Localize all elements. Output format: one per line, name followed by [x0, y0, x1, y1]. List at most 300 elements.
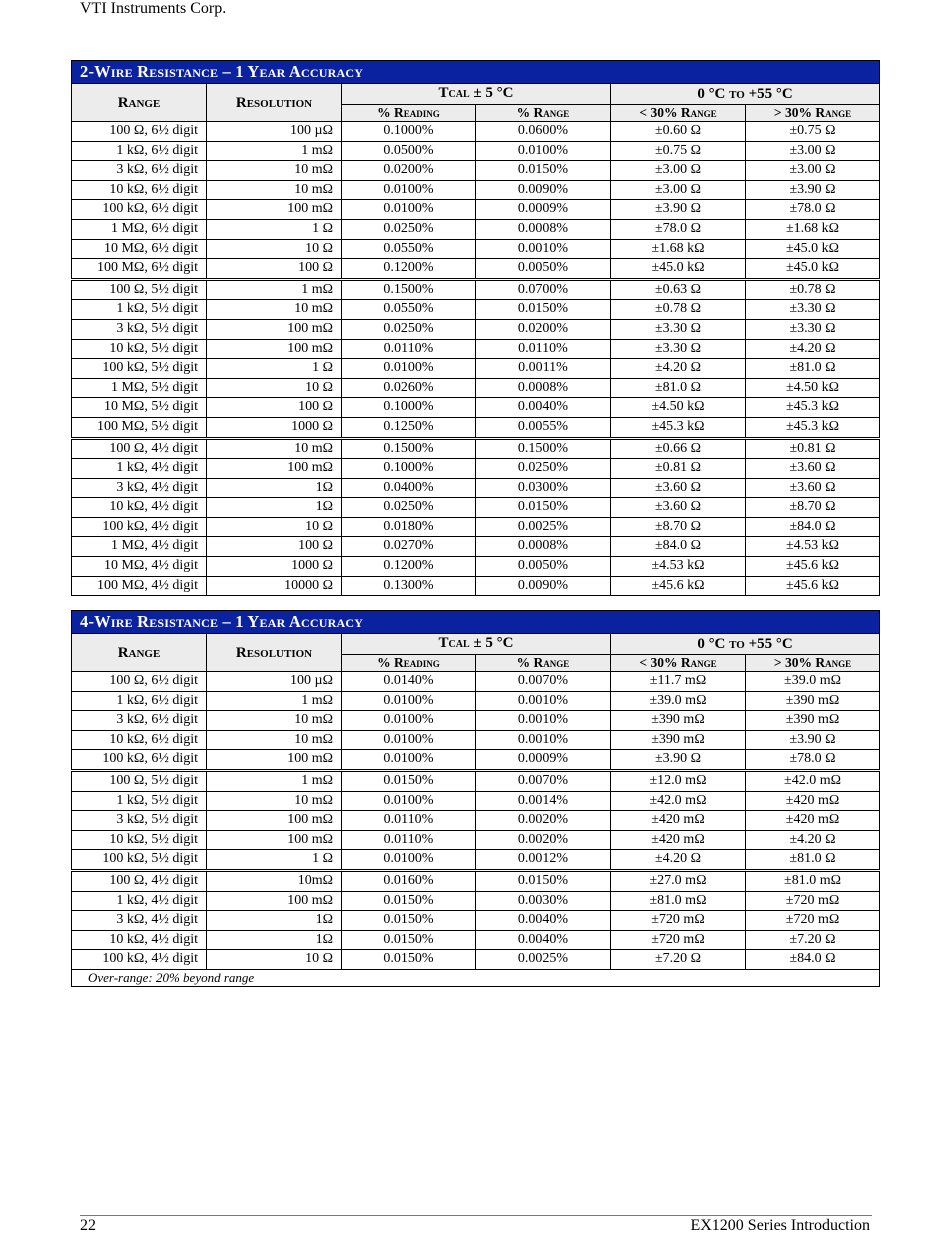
resolution-cell: 1 Ω — [207, 359, 342, 379]
resolution-cell: 100 Ω — [207, 259, 342, 280]
resolution-cell: 10 mΩ — [207, 438, 342, 459]
range-cell: 3 kΩ, 6½ digit — [72, 161, 207, 181]
le30-range-cell: ±420 mΩ — [611, 811, 746, 831]
range-cell: 100 Ω, 4½ digit — [72, 438, 207, 459]
pct-range-cell: 0.0010% — [476, 711, 611, 731]
range-cell: 100 kΩ, 5½ digit — [72, 850, 207, 871]
range-cell: 1 kΩ, 4½ digit — [72, 891, 207, 911]
pct-reading-cell: 0.0140% — [342, 672, 476, 692]
le30-range-cell: ±0.63 Ω — [611, 279, 746, 300]
gt30-range-cell: ±78.0 Ω — [746, 200, 880, 220]
temp-span-column-group-header: 0 °C to +55 °C — [611, 634, 880, 655]
range-cell: 100 kΩ, 4½ digit — [72, 517, 207, 537]
pct-reading-cell: 0.0250% — [342, 219, 476, 239]
gt30-range-cell: ±45.0 kΩ — [746, 259, 880, 280]
range-cell: 100 Ω, 6½ digit — [72, 672, 207, 692]
range-cell: 3 kΩ, 5½ digit — [72, 811, 207, 831]
range-cell: 10 kΩ, 6½ digit — [72, 180, 207, 200]
table-row — [72, 378, 880, 398]
range-cell: 1 kΩ, 4½ digit — [72, 459, 207, 479]
le30-range-cell: ±0.78 Ω — [611, 300, 746, 320]
pct-reading-cell: 0.1250% — [342, 417, 476, 438]
le30-range-cell: ±45.3 kΩ — [611, 417, 746, 438]
pct-range-cell: 0.0025% — [476, 950, 611, 970]
table-row — [72, 730, 880, 750]
pct-range-cell: 0.0040% — [476, 911, 611, 931]
pct-range-cell: 0.0200% — [476, 319, 611, 339]
pct-reading-cell: 0.1000% — [342, 122, 476, 142]
gt30-range-cell: ±3.30 Ω — [746, 300, 880, 320]
pct-range-cell: 0.0014% — [476, 791, 611, 811]
gt30-range-column-header: > 30% Range — [746, 655, 880, 672]
pct-reading-cell: 0.0100% — [342, 850, 476, 871]
pct-reading-cell: 0.0550% — [342, 300, 476, 320]
pct-range-cell: 0.0070% — [476, 770, 611, 791]
pct-range-cell: 0.0020% — [476, 830, 611, 850]
temp-span-column-group-header: 0 °C to +55 °C — [611, 84, 880, 105]
pct-reading-cell: 0.0100% — [342, 730, 476, 750]
range-cell: 100 kΩ, 6½ digit — [72, 750, 207, 771]
resolution-cell: 1 mΩ — [207, 691, 342, 711]
le30-range-cell: ±720 mΩ — [611, 911, 746, 931]
range-cell: 100 Ω, 5½ digit — [72, 770, 207, 791]
le30-range-cell: ±42.0 mΩ — [611, 791, 746, 811]
pct-range-cell: 0.0011% — [476, 359, 611, 379]
gt30-range-cell: ±0.78 Ω — [746, 279, 880, 300]
pct-reading-column-header: % Reading — [342, 655, 476, 672]
table-row — [72, 791, 880, 811]
resolution-cell: 10 mΩ — [207, 180, 342, 200]
pct-reading-cell: 0.0250% — [342, 319, 476, 339]
table-row — [72, 438, 880, 459]
le30-range-cell: ±81.0 mΩ — [611, 891, 746, 911]
range-cell: 3 kΩ, 5½ digit — [72, 319, 207, 339]
tcal-cal-subscript: CAL — [448, 89, 470, 100]
resolution-cell: 1000 Ω — [207, 557, 342, 577]
range-cell: 10 MΩ, 4½ digit — [72, 557, 207, 577]
pct-range-cell: 0.0008% — [476, 219, 611, 239]
gt30-range-cell: ±420 mΩ — [746, 791, 880, 811]
pct-reading-cell: 0.1000% — [342, 459, 476, 479]
gt30-range-cell: ±4.50 kΩ — [746, 378, 880, 398]
table-row — [72, 459, 880, 479]
pct-range-cell: 0.0030% — [476, 891, 611, 911]
gt30-range-cell: ±81.0 mΩ — [746, 870, 880, 891]
tcal-tolerance-label: ± 5 °C — [469, 635, 514, 651]
pct-range-cell: 0.0050% — [476, 259, 611, 280]
pct-range-cell: 0.1500% — [476, 438, 611, 459]
pct-reading-cell: 0.0150% — [342, 891, 476, 911]
resolution-cell: 100 mΩ — [207, 200, 342, 220]
le30-range-cell: ±11.7 mΩ — [611, 672, 746, 692]
pct-range-cell: 0.0050% — [476, 557, 611, 577]
pct-reading-cell: 0.0100% — [342, 750, 476, 771]
gt30-range-cell: ±8.70 Ω — [746, 498, 880, 518]
range-cell: 100 kΩ, 6½ digit — [72, 200, 207, 220]
range-cell: 100 MΩ, 5½ digit — [72, 417, 207, 438]
gt30-range-cell: ±390 mΩ — [746, 691, 880, 711]
le30-range-column-header: < 30% Range — [611, 105, 746, 122]
gt30-range-cell: ±3.00 Ω — [746, 161, 880, 181]
le30-range-cell: ±4.50 kΩ — [611, 398, 746, 418]
range-cell: 100 MΩ, 4½ digit — [72, 576, 207, 596]
resolution-cell: 100 µΩ — [207, 122, 342, 142]
pct-reading-column-header: % Reading — [342, 105, 476, 122]
table-row — [72, 180, 880, 200]
le30-range-cell: ±27.0 mΩ — [611, 870, 746, 891]
table-row — [72, 576, 880, 596]
le30-range-cell: ±0.81 Ω — [611, 459, 746, 479]
gt30-range-cell: ±81.0 Ω — [746, 850, 880, 871]
table-row — [72, 498, 880, 518]
four-wire-table-body — [72, 672, 880, 970]
table-row — [72, 711, 880, 731]
table-row — [72, 141, 880, 161]
pct-reading-cell: 0.1500% — [342, 279, 476, 300]
resolution-cell: 100 mΩ — [207, 750, 342, 771]
pct-range-cell: 0.0008% — [476, 537, 611, 557]
pct-range-cell: 0.0090% — [476, 576, 611, 596]
gt30-range-cell: ±45.6 kΩ — [746, 557, 880, 577]
le30-range-cell: ±4.20 Ω — [611, 359, 746, 379]
table-row — [72, 850, 880, 871]
resolution-cell: 100 µΩ — [207, 672, 342, 692]
gt30-range-cell: ±45.6 kΩ — [746, 576, 880, 596]
pct-reading-cell: 0.0160% — [342, 870, 476, 891]
table-row — [72, 750, 880, 771]
resolution-column-header: Resolution — [207, 634, 342, 672]
resolution-cell: 1 Ω — [207, 850, 342, 871]
table-row — [72, 339, 880, 359]
pct-reading-cell: 0.0150% — [342, 930, 476, 950]
table-row — [72, 239, 880, 259]
pct-range-cell: 0.0025% — [476, 517, 611, 537]
pct-reading-cell: 0.1300% — [342, 576, 476, 596]
table-row — [72, 161, 880, 181]
pct-reading-cell: 0.0150% — [342, 950, 476, 970]
range-cell: 100 kΩ, 4½ digit — [72, 950, 207, 970]
resolution-cell: 100 mΩ — [207, 319, 342, 339]
table-row — [72, 478, 880, 498]
le30-range-cell: ±420 mΩ — [611, 830, 746, 850]
resolution-cell: 10 mΩ — [207, 730, 342, 750]
table-row — [72, 122, 880, 142]
pct-reading-cell: 0.0100% — [342, 180, 476, 200]
le30-range-cell: ±3.30 Ω — [611, 339, 746, 359]
pct-range-cell: 0.0090% — [476, 180, 611, 200]
range-cell: 3 kΩ, 6½ digit — [72, 711, 207, 731]
pct-range-cell: 0.0150% — [476, 300, 611, 320]
range-cell: 10 kΩ, 5½ digit — [72, 830, 207, 850]
resolution-cell: 10 mΩ — [207, 161, 342, 181]
pct-reading-cell: 0.0150% — [342, 770, 476, 791]
range-cell: 100 Ω, 5½ digit — [72, 279, 207, 300]
pct-range-cell: 0.0010% — [476, 239, 611, 259]
tcal-column-group-header — [342, 84, 611, 105]
pct-range-cell: 0.0600% — [476, 122, 611, 142]
pct-reading-cell: 0.1200% — [342, 557, 476, 577]
range-cell: 1 MΩ, 5½ digit — [72, 378, 207, 398]
pct-range-cell: 0.0040% — [476, 930, 611, 950]
gt30-range-cell: ±3.60 Ω — [746, 478, 880, 498]
le30-range-cell: ±4.53 kΩ — [611, 557, 746, 577]
range-cell: 3 kΩ, 4½ digit — [72, 911, 207, 931]
resolution-cell: 10 mΩ — [207, 791, 342, 811]
pct-range-cell: 0.0009% — [476, 750, 611, 771]
table-row — [72, 259, 880, 280]
le30-range-cell: ±3.90 Ω — [611, 200, 746, 220]
gt30-range-cell: ±0.75 Ω — [746, 122, 880, 142]
le30-range-cell: ±0.66 Ω — [611, 438, 746, 459]
le30-range-cell: ±8.70 Ω — [611, 517, 746, 537]
table-row — [72, 517, 880, 537]
footer-page-number: 22 — [80, 1217, 96, 1234]
resolution-cell: 100 Ω — [207, 398, 342, 418]
resolution-cell: 1 mΩ — [207, 770, 342, 791]
table-row — [72, 319, 880, 339]
le30-range-cell: ±720 mΩ — [611, 930, 746, 950]
table-row — [72, 811, 880, 831]
pct-reading-cell: 0.0200% — [342, 161, 476, 181]
pct-range-cell: 0.0010% — [476, 730, 611, 750]
four-wire-accuracy-table — [71, 610, 880, 987]
range-cell: 100 MΩ, 6½ digit — [72, 259, 207, 280]
resolution-cell: 1Ω — [207, 930, 342, 950]
gt30-range-cell: ±45.0 kΩ — [746, 239, 880, 259]
pct-reading-cell: 0.0110% — [342, 811, 476, 831]
table-row — [72, 359, 880, 379]
pct-reading-cell: 0.0250% — [342, 498, 476, 518]
resolution-cell: 100 mΩ — [207, 811, 342, 831]
resolution-cell: 10 Ω — [207, 950, 342, 970]
tcal-cal-subscript: CAL — [448, 639, 470, 650]
page-header-company: VTI Instruments Corp. — [80, 0, 227, 17]
pct-reading-cell: 0.0550% — [342, 239, 476, 259]
le30-range-column-header: < 30% Range — [611, 655, 746, 672]
pct-reading-cell: 0.1200% — [342, 259, 476, 280]
pct-reading-cell: 0.0100% — [342, 691, 476, 711]
range-cell: 100 kΩ, 5½ digit — [72, 359, 207, 379]
range-cell: 1 kΩ, 5½ digit — [72, 791, 207, 811]
two-wire-table-title: 2-Wire Resistance – 1 Year Accuracy — [72, 61, 880, 84]
range-cell: 10 kΩ, 5½ digit — [72, 339, 207, 359]
le30-range-cell: ±3.90 Ω — [611, 750, 746, 771]
range-cell: 10 kΩ, 4½ digit — [72, 930, 207, 950]
range-cell: 100 Ω, 6½ digit — [72, 122, 207, 142]
range-column-header: Range — [72, 634, 207, 672]
le30-range-cell: ±3.60 Ω — [611, 478, 746, 498]
gt30-range-cell: ±420 mΩ — [746, 811, 880, 831]
table-row — [72, 300, 880, 320]
pct-range-column-header: % Range — [476, 655, 611, 672]
gt30-range-cell: ±0.81 Ω — [746, 438, 880, 459]
resolution-column-header: Resolution — [207, 84, 342, 122]
resolution-cell: 100 Ω — [207, 537, 342, 557]
tcal-column-group-header — [342, 634, 611, 655]
le30-range-cell: ±4.20 Ω — [611, 850, 746, 871]
table-row — [72, 398, 880, 418]
gt30-range-cell: ±3.00 Ω — [746, 141, 880, 161]
pct-reading-cell: 0.0110% — [342, 339, 476, 359]
gt30-range-cell: ±4.20 Ω — [746, 339, 880, 359]
pct-range-cell: 0.0300% — [476, 478, 611, 498]
gt30-range-cell: ±3.90 Ω — [746, 180, 880, 200]
le30-range-cell: ±3.30 Ω — [611, 319, 746, 339]
le30-range-cell: ±45.0 kΩ — [611, 259, 746, 280]
two-wire-accuracy-table — [71, 60, 880, 596]
range-cell: 1 MΩ, 6½ digit — [72, 219, 207, 239]
pct-range-cell: 0.0040% — [476, 398, 611, 418]
resolution-cell: 1 mΩ — [207, 279, 342, 300]
le30-range-cell: ±81.0 Ω — [611, 378, 746, 398]
resolution-cell: 1Ω — [207, 911, 342, 931]
le30-range-cell: ±12.0 mΩ — [611, 770, 746, 791]
pct-range-cell: 0.0100% — [476, 141, 611, 161]
range-cell: 1 kΩ, 6½ digit — [72, 141, 207, 161]
le30-range-cell: ±3.00 Ω — [611, 161, 746, 181]
pct-reading-cell: 0.0100% — [342, 791, 476, 811]
range-cell: 100 Ω, 4½ digit — [72, 870, 207, 891]
table-row — [72, 691, 880, 711]
resolution-cell: 10000 Ω — [207, 576, 342, 596]
resolution-cell: 1 mΩ — [207, 141, 342, 161]
table-row — [72, 200, 880, 220]
resolution-cell: 100 mΩ — [207, 459, 342, 479]
resolution-cell: 10 Ω — [207, 239, 342, 259]
pct-range-cell: 0.0110% — [476, 339, 611, 359]
table-row — [72, 417, 880, 438]
le30-range-cell: ±3.60 Ω — [611, 498, 746, 518]
le30-range-cell: ±3.00 Ω — [611, 180, 746, 200]
pct-reading-cell: 0.0150% — [342, 911, 476, 931]
resolution-cell: 1Ω — [207, 498, 342, 518]
footer-divider — [80, 1215, 872, 1216]
pct-reading-cell: 0.1000% — [342, 398, 476, 418]
gt30-range-cell: ±7.20 Ω — [746, 930, 880, 950]
gt30-range-column-header: > 30% Range — [746, 105, 880, 122]
pct-range-cell: 0.0070% — [476, 672, 611, 692]
gt30-range-cell: ±45.3 kΩ — [746, 398, 880, 418]
pct-reading-cell: 0.0260% — [342, 378, 476, 398]
range-cell: 10 MΩ, 6½ digit — [72, 239, 207, 259]
pct-reading-cell: 0.0400% — [342, 478, 476, 498]
four-wire-table-title: 4-Wire Resistance – 1 Year Accuracy — [72, 611, 880, 634]
range-cell: 10 kΩ, 6½ digit — [72, 730, 207, 750]
pct-range-cell: 0.0150% — [476, 870, 611, 891]
resolution-cell: 100 mΩ — [207, 339, 342, 359]
range-cell: 1 MΩ, 4½ digit — [72, 537, 207, 557]
two-wire-table-body — [72, 122, 880, 596]
table-row — [72, 830, 880, 850]
footer-doc-title: EX1200 Series Introduction — [690, 1217, 870, 1234]
table-row — [72, 891, 880, 911]
le30-range-cell: ±39.0 mΩ — [611, 691, 746, 711]
pct-reading-cell: 0.0110% — [342, 830, 476, 850]
pct-range-cell: 0.0250% — [476, 459, 611, 479]
tcal-tolerance-label: ± 5 °C — [469, 85, 514, 101]
resolution-cell: 1Ω — [207, 478, 342, 498]
pct-range-cell: 0.0010% — [476, 691, 611, 711]
pct-range-cell: 0.0150% — [476, 498, 611, 518]
gt30-range-cell: ±390 mΩ — [746, 711, 880, 731]
pct-reading-cell: 0.0100% — [342, 359, 476, 379]
range-cell: 10 MΩ, 5½ digit — [72, 398, 207, 418]
table-row — [72, 770, 880, 791]
over-range-note: Over-range: 20% beyond range — [72, 969, 880, 986]
gt30-range-cell: ±1.68 kΩ — [746, 219, 880, 239]
table-row — [72, 930, 880, 950]
resolution-cell: 10 Ω — [207, 378, 342, 398]
table-row — [72, 672, 880, 692]
range-column-header: Range — [72, 84, 207, 122]
range-cell: 1 kΩ, 6½ digit — [72, 691, 207, 711]
le30-range-cell: ±45.6 kΩ — [611, 576, 746, 596]
le30-range-cell: ±390 mΩ — [611, 711, 746, 731]
gt30-range-cell: ±45.3 kΩ — [746, 417, 880, 438]
gt30-range-cell: ±39.0 mΩ — [746, 672, 880, 692]
le30-range-cell: ±0.75 Ω — [611, 141, 746, 161]
pct-range-cell: 0.0150% — [476, 161, 611, 181]
resolution-cell: 100 mΩ — [207, 830, 342, 850]
pct-range-cell: 0.0008% — [476, 378, 611, 398]
table-row — [72, 537, 880, 557]
pct-reading-cell: 0.0180% — [342, 517, 476, 537]
table-row — [72, 911, 880, 931]
le30-range-cell: ±0.60 Ω — [611, 122, 746, 142]
le30-range-cell: ±84.0 Ω — [611, 537, 746, 557]
le30-range-cell: ±78.0 Ω — [611, 219, 746, 239]
range-cell: 10 kΩ, 4½ digit — [72, 498, 207, 518]
table-row — [72, 950, 880, 970]
pct-reading-cell: 0.0270% — [342, 537, 476, 557]
gt30-range-cell: ±78.0 Ω — [746, 750, 880, 771]
gt30-range-cell: ±720 mΩ — [746, 911, 880, 931]
pct-reading-cell: 0.0500% — [342, 141, 476, 161]
resolution-cell: 10 mΩ — [207, 711, 342, 731]
gt30-range-cell: ±84.0 Ω — [746, 950, 880, 970]
pct-range-column-header: % Range — [476, 105, 611, 122]
pct-reading-cell: 0.0100% — [342, 200, 476, 220]
resolution-cell: 10 Ω — [207, 517, 342, 537]
resolution-cell: 10mΩ — [207, 870, 342, 891]
pct-range-cell: 0.0020% — [476, 811, 611, 831]
le30-range-cell: ±1.68 kΩ — [611, 239, 746, 259]
range-cell: 1 kΩ, 5½ digit — [72, 300, 207, 320]
table-row — [72, 557, 880, 577]
pct-reading-cell: 0.0100% — [342, 711, 476, 731]
le30-range-cell: ±390 mΩ — [611, 730, 746, 750]
resolution-cell: 1 Ω — [207, 219, 342, 239]
resolution-cell: 1000 Ω — [207, 417, 342, 438]
gt30-range-cell: ±4.53 kΩ — [746, 537, 880, 557]
pct-reading-cell: 0.1500% — [342, 438, 476, 459]
pct-range-cell: 0.0055% — [476, 417, 611, 438]
table-row — [72, 870, 880, 891]
gt30-range-cell: ±3.90 Ω — [746, 730, 880, 750]
pct-range-cell: 0.0012% — [476, 850, 611, 871]
tcal-t-label: T — [438, 85, 449, 101]
resolution-cell: 100 mΩ — [207, 891, 342, 911]
table-row — [72, 219, 880, 239]
gt30-range-cell: ±84.0 Ω — [746, 517, 880, 537]
gt30-range-cell: ±3.60 Ω — [746, 459, 880, 479]
gt30-range-cell: ±81.0 Ω — [746, 359, 880, 379]
gt30-range-cell: ±4.20 Ω — [746, 830, 880, 850]
pct-range-cell: 0.0009% — [476, 200, 611, 220]
le30-range-cell: ±7.20 Ω — [611, 950, 746, 970]
gt30-range-cell: ±720 mΩ — [746, 891, 880, 911]
range-cell: 3 kΩ, 4½ digit — [72, 478, 207, 498]
